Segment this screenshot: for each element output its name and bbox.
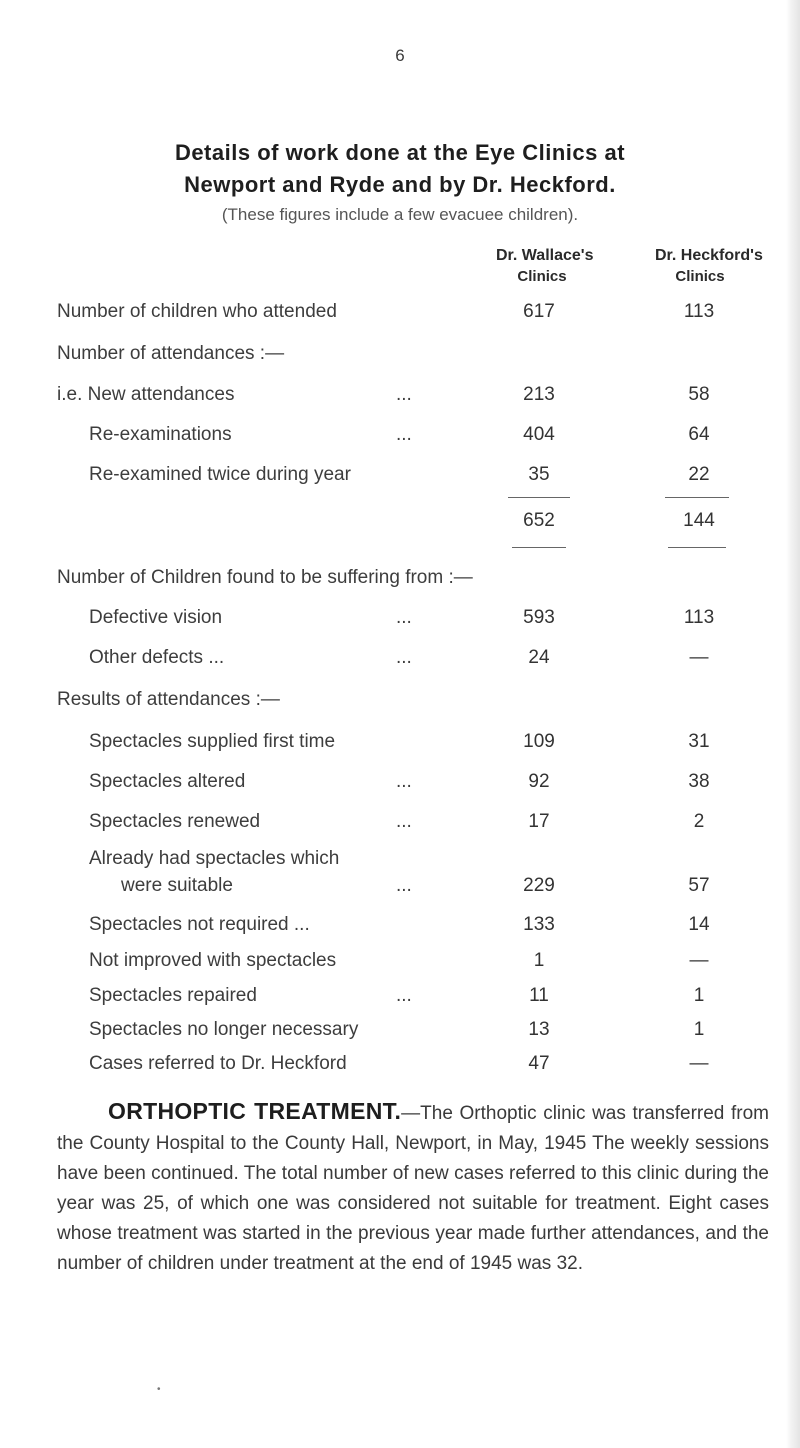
results-row-col2: 1 xyxy=(693,1019,705,1040)
results-row-col1: 229 xyxy=(523,875,555,896)
results-row-col2: 38 xyxy=(688,771,710,792)
results-row-leader: ... xyxy=(396,985,412,1006)
results-row-col1: 17 xyxy=(528,811,550,832)
row-new-attendances-leader: ... xyxy=(396,384,412,405)
col1-sum-rule-bottom xyxy=(512,547,566,548)
row-defective-vision-leader: ... xyxy=(396,607,412,628)
row-total-col1: 652 xyxy=(523,510,555,531)
page-number: 6 xyxy=(395,46,405,65)
row-reexamined-twice-label: Re-examined twice during year xyxy=(89,464,351,485)
row-reexaminations-col2: 64 xyxy=(688,424,710,445)
results-row-label: Not improved with spectacles xyxy=(89,950,337,971)
results-heading: Results of attendances :— xyxy=(57,689,280,710)
results-row-col2: 31 xyxy=(688,731,710,752)
results-row-label-continued: were suitable xyxy=(121,875,233,896)
results-row-col1: 47 xyxy=(528,1053,550,1074)
row-new-attendances-col2: 58 xyxy=(688,384,710,405)
row-reexaminations-leader: ... xyxy=(396,424,412,445)
results-row-label: Spectacles supplied first time xyxy=(89,731,336,752)
row-new-attendances-col1: 213 xyxy=(523,384,555,405)
row-reexaminations-col1: 404 xyxy=(523,424,555,445)
row-other-defects-col1: 24 xyxy=(528,647,550,668)
results-row-label: Spectacles no longer necessary xyxy=(89,1019,359,1040)
results-row-col2: 57 xyxy=(688,875,710,896)
row-children-attended-label: Number of children who attended xyxy=(57,301,337,322)
col1-sum-rule-top xyxy=(508,497,570,498)
results-row-leader: ... xyxy=(396,771,412,792)
results-row-col1: 133 xyxy=(523,914,555,935)
results-row-col2: — xyxy=(689,950,709,971)
page-title-line-1: Details of work done at the Eye Clinics at xyxy=(174,140,626,165)
row-reexamined-twice-col2: 22 xyxy=(688,464,710,485)
row-attendances-heading: Number of attendances :— xyxy=(57,343,285,364)
row-children-attended-col1: 617 xyxy=(523,301,555,322)
col2-header-line1: Dr. Heckford's xyxy=(655,247,763,264)
results-row-col1: 92 xyxy=(528,771,550,792)
row-reexamined-twice-col1: 35 xyxy=(528,464,550,485)
results-row-label: Cases referred to Dr. Heckford xyxy=(89,1053,347,1074)
col1-header-line2: Clinics xyxy=(517,268,567,285)
col1-header-line1: Dr. Wallace's xyxy=(496,247,594,264)
results-row-col2: 14 xyxy=(688,914,710,935)
results-row-label: Already had spectacles which xyxy=(89,848,340,869)
col2-header-line2: Clinics xyxy=(675,268,725,285)
results-row-col2: 2 xyxy=(693,811,705,832)
row-children-attended-col2: 113 xyxy=(683,301,715,322)
results-row-label: Spectacles altered xyxy=(89,771,246,792)
row-reexaminations-label: Re-examinations xyxy=(89,424,232,445)
results-row-col1: 1 xyxy=(533,950,545,971)
orthoptic-heading: ORTHOPTIC TREATMENT. xyxy=(108,1098,402,1124)
orthoptic-text: —The Orthoptic clinic was transferred from the County Hospital to the County Hall, Newport, in May, 1945 The weekly sessions have been continued. The total number of new cases referred to this clinic during the year was 25, of which one was considered not suitable for treatment. Eight cases whose treatment was started in the previous year made further attendances, and the number of children under treatment at the end of 1945 was 32. xyxy=(57,1103,769,1274)
page-title-line-2: Newport and Ryde and by Dr. Heckford. xyxy=(184,172,616,197)
row-new-attendances-label: i.e. New attendances xyxy=(57,384,235,405)
orthoptic-paragraph xyxy=(57,1096,769,1279)
page-subtitle: (These figures include a few evacuee children). xyxy=(221,205,579,224)
row-total-col2: 144 xyxy=(683,510,715,531)
results-row-col1: 109 xyxy=(523,731,555,752)
row-other-defects-col2: — xyxy=(689,647,709,668)
suffering-heading: Number of Children found to be suffering from :— xyxy=(57,567,473,588)
col2-sum-rule-bottom xyxy=(668,547,726,548)
results-row-col2: — xyxy=(689,1053,709,1074)
row-defective-vision-col1: 593 xyxy=(523,607,555,628)
results-row-label: Spectacles not required ... xyxy=(89,914,310,935)
results-row-leader: ... xyxy=(396,811,412,832)
results-row-label: Spectacles repaired xyxy=(89,985,257,1006)
stray-mark: • xyxy=(157,1384,161,1395)
col2-sum-rule-top xyxy=(665,497,729,498)
row-defective-vision-col2: 113 xyxy=(683,607,715,628)
row-other-defects-leader: ... xyxy=(396,647,412,668)
results-row-col1: 11 xyxy=(529,985,549,1006)
row-defective-vision-label: Defective vision xyxy=(89,607,223,628)
results-row-label: Spectacles renewed xyxy=(89,811,261,832)
results-row-col1: 13 xyxy=(528,1019,550,1040)
results-row-leader: ... xyxy=(396,875,412,896)
results-row-col2: 1 xyxy=(693,985,705,1006)
row-other-defects-label: Other defects ... xyxy=(89,647,225,668)
